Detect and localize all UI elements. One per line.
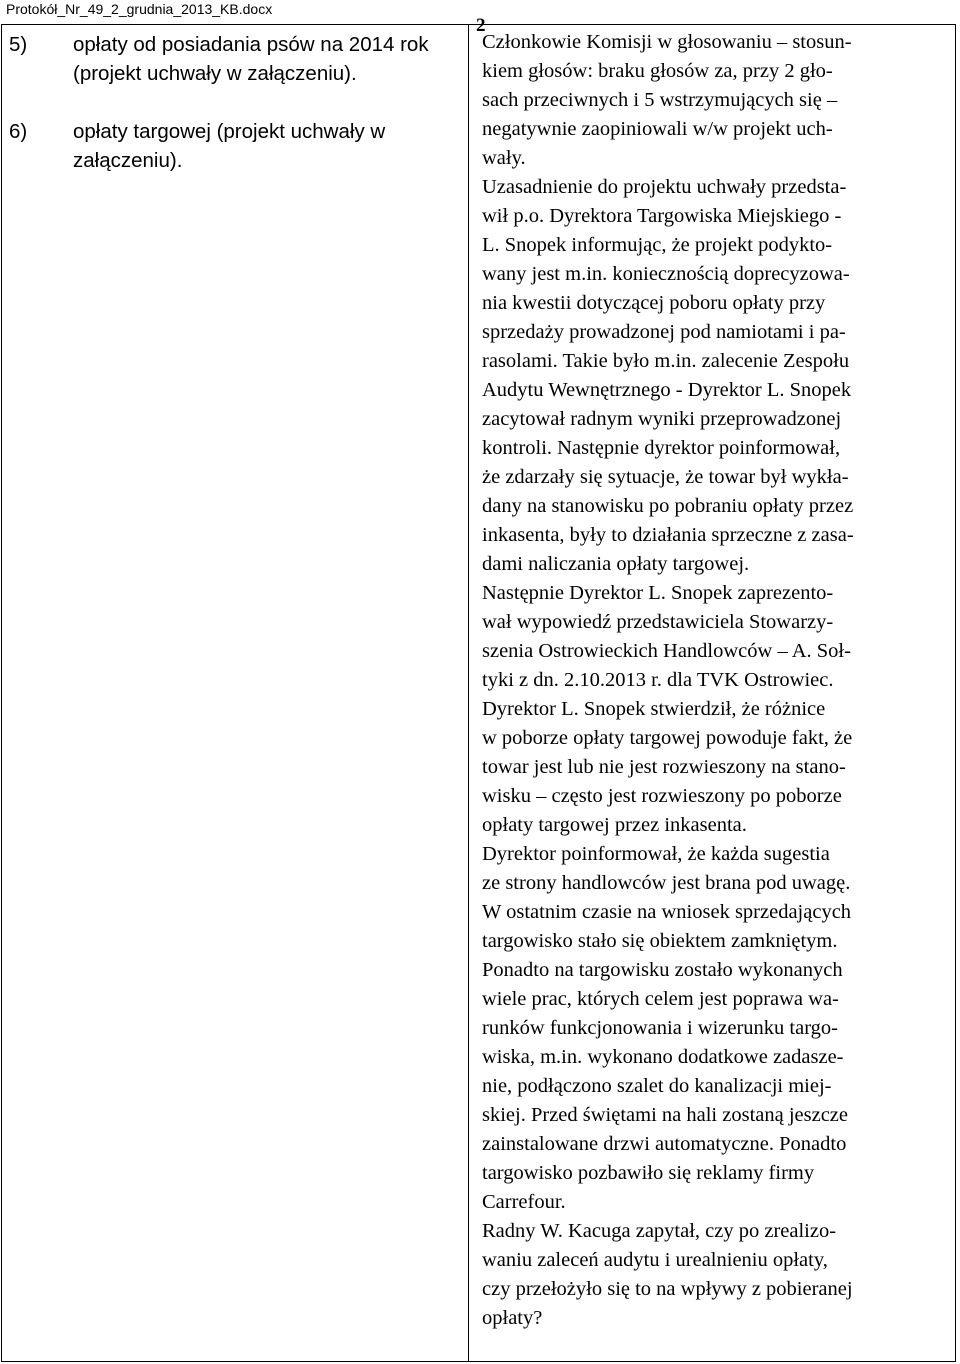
discussion-text-line: Dyrektor L. Snopek stwierdził, że różnice — [482, 698, 826, 720]
document-filename: Protokół_Nr_49_2_grudnia_2013_KB.docx — [6, 1, 273, 17]
discussion-text-line: nia kwestii dotyczącej poboru opłaty przy — [482, 292, 826, 314]
agenda-items-column — [9, 30, 461, 175]
discussion-text-line: targowisko pozbawiło się reklamy firmy — [482, 1162, 815, 1184]
discussion-text-line: szenia Ostrowieckich Handlowców – A. Soł- — [482, 640, 851, 662]
agenda-item — [9, 117, 461, 175]
column-divider — [468, 24, 469, 1362]
discussion-text-line: Następnie Dyrektor L. Snopek zaprezento- — [482, 582, 834, 604]
discussion-text-line: targowisko stało się obiektem zamkniętym. — [482, 930, 838, 952]
discussion-text-line: Radny W. Kacuga zapytał, czy po zrealizo- — [482, 1220, 837, 1242]
discussion-text-line: opłaty? — [482, 1307, 543, 1329]
discussion-text-line: Członkowie Komisji w głosowaniu – stosun- — [482, 31, 852, 53]
discussion-text-line: wił p.o. Dyrektora Targowiska Miejskiego - — [482, 205, 842, 227]
discussion-text-line: zainstalowane drzwi automatyczne. Ponadto — [482, 1133, 847, 1155]
discussion-text-line: czy przełożyło się to na wpływy z pobieranej — [482, 1278, 853, 1300]
discussion-text-line: sach przeciwnych i 5 wstrzymujących się – — [482, 89, 838, 111]
discussion-text-line: rasolami. Takie było m.in. zalecenie Zespołu — [482, 350, 850, 372]
discussion-text-line: wany jest m.in. koniecznością doprecyzowa- — [482, 263, 850, 285]
discussion-text-line: negatywnie zaopiniowali w/w projekt uch- — [482, 118, 833, 140]
discussion-text-line: waniu zaleceń audytu i urealnieniu opłaty, — [482, 1249, 828, 1271]
discussion-text-line: inkasenta, były to działania sprzeczne z zasa- — [482, 524, 854, 546]
discussion-text-line: wisku – często jest rozwieszony po poborze — [482, 785, 842, 807]
discussion-text-line: Dyrektor poinformował, że każda sugestia — [482, 843, 830, 865]
agenda-item-text: opłaty targowej (projekt uchwały w załączeniu). — [73, 120, 386, 172]
discussion-text-line: sprzedaży prowadzonej pod namiotami i pa- — [482, 321, 846, 343]
discussion-text-line: L. Snopek informując, że projekt podykto- — [482, 234, 833, 256]
agenda-item-text: opłaty od posiadania psów na 2014 rok (projekt uchwały w załączeniu). — [73, 33, 429, 85]
discussion-column — [482, 28, 954, 1333]
agenda-item-number: 5) — [9, 33, 28, 56]
discussion-text-line: Carrefour. — [482, 1191, 566, 1213]
discussion-text-line: dami naliczania opłaty targowej. — [482, 553, 750, 575]
page-number: 2 — [476, 15, 486, 36]
agenda-item-number: 6) — [9, 120, 28, 143]
discussion-text-line: tyki z dn. 2.10.2013 r. dla TVK Ostrowiec. — [482, 669, 834, 691]
discussion-text-line: skiej. Przed świętami na hali zostaną jeszcze — [482, 1104, 849, 1126]
discussion-text-line: ze strony handlowców jest brana pod uwagę. — [482, 872, 851, 894]
discussion-text-line: dany na stanowisku po pobraniu opłaty przez — [482, 495, 854, 517]
discussion-text-line: opłaty targowej przez inkasenta. — [482, 814, 747, 836]
discussion-text-line: runków funkcjonowania i wizerunku targo- — [482, 1017, 838, 1039]
discussion-text-line: w poborze opłaty targowej powoduje fakt, że — [482, 727, 853, 749]
discussion-text-line: zacytował radnym wyniki przeprowadzonej — [482, 408, 842, 430]
discussion-text-line: wiele prac, których celem jest poprawa wa- — [482, 988, 839, 1010]
discussion-text-line: nie, podłączono szalet do kanalizacji miej- — [482, 1075, 832, 1097]
discussion-text-line: kontroli. Następnie dyrektor poinformował, — [482, 437, 841, 459]
discussion-text-line: towar jest lub nie jest rozwieszony na stano- — [482, 756, 846, 778]
discussion-text-line: Audytu Wewnętrznego - Dyrektor L. Snopek — [482, 379, 852, 401]
discussion-text-line: kiem głosów: braku głosów za, przy 2 gło- — [482, 60, 833, 82]
agenda-item — [9, 30, 461, 88]
discussion-text-line: Uzasadnienie do projektu uchwały przedsta- — [482, 176, 847, 198]
discussion-text-line: W ostatnim czasie na wniosek sprzedających — [482, 901, 852, 923]
discussion-text-line: wał wypowiedź przedstawiciela Stowarzy- — [482, 611, 834, 633]
discussion-text-line: wiska, m.in. wykonano dodatkowe zadasze- — [482, 1046, 844, 1068]
discussion-text-line: że zdarzały się sytuacje, że towar był wykła- — [482, 466, 849, 488]
discussion-text-line: wały. — [482, 147, 526, 169]
discussion-text-line: Ponadto na targowisku zostało wykonanych — [482, 959, 843, 981]
